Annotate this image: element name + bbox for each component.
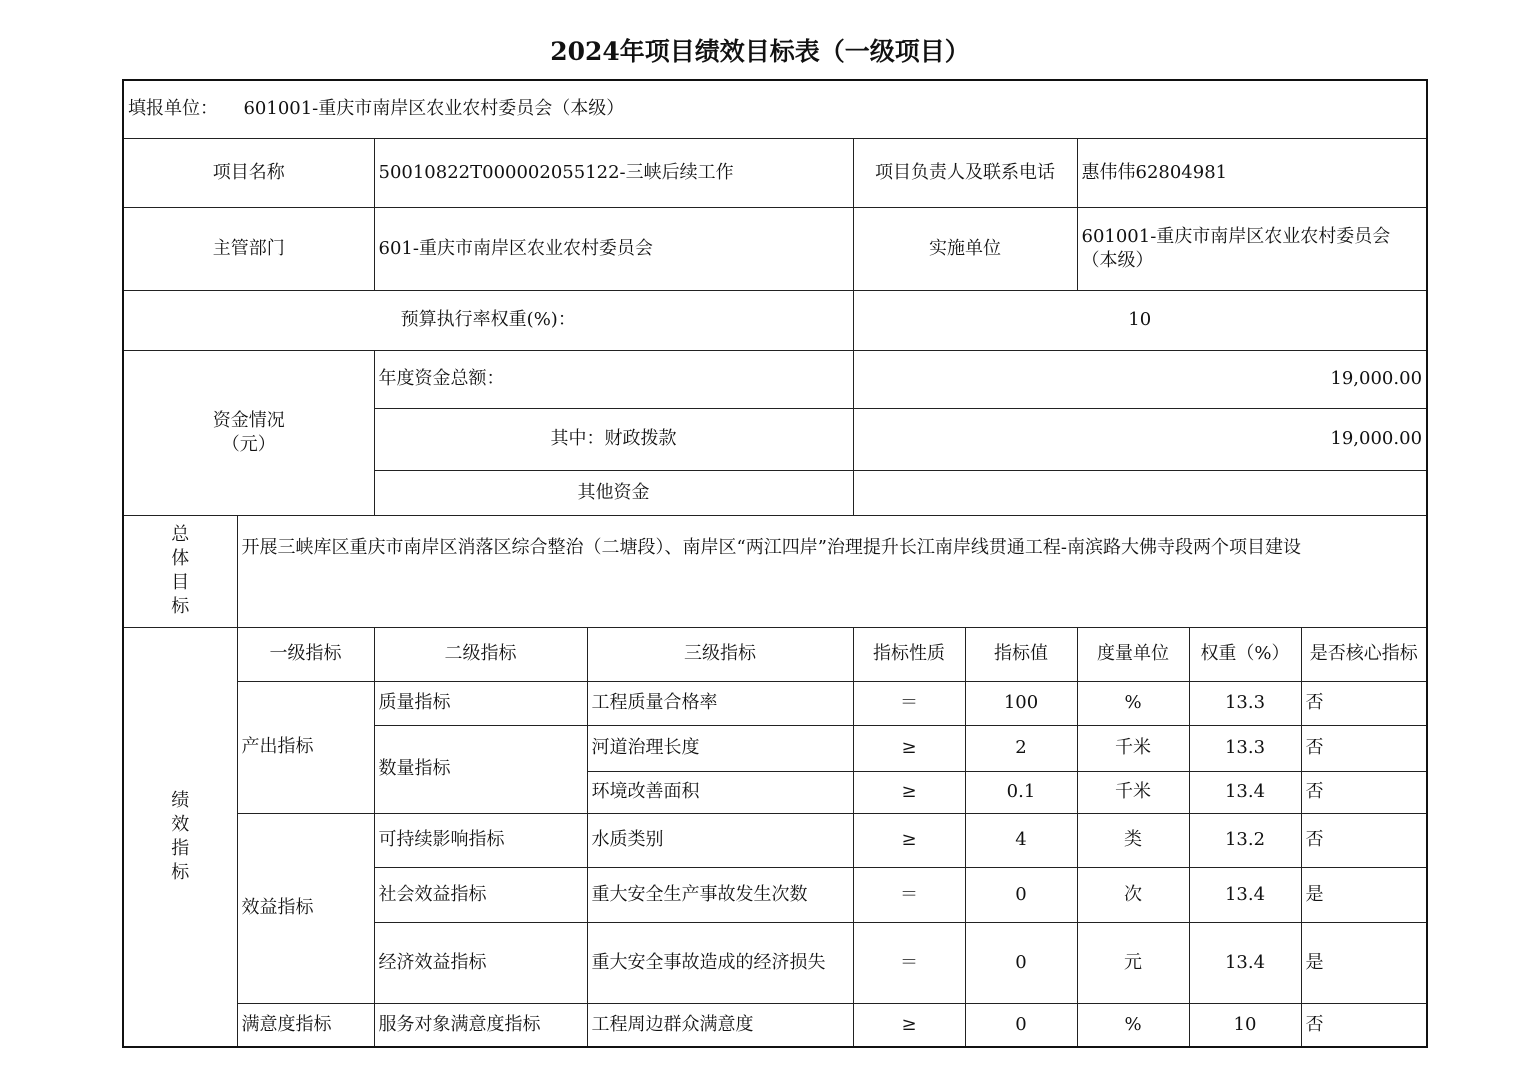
sub-quantity: 数量指标	[374, 725, 587, 813]
unit: 类	[1077, 813, 1189, 867]
header-level2: 二级指标	[374, 627, 587, 681]
budget-weight-row	[123, 290, 1427, 350]
header-level1: 一级指标	[237, 627, 374, 681]
core-flag: 否	[1301, 681, 1427, 725]
third-indicator: 工程质量合格率	[587, 681, 853, 725]
unit: %	[1077, 681, 1189, 725]
funds-fiscal-value: 19,000.00	[853, 408, 1427, 470]
overall-goal-label-char: 总	[171, 524, 190, 545]
core-flag: 否	[1301, 813, 1427, 867]
header-nature: 指标性质	[853, 627, 965, 681]
department-label: 主管部门	[123, 207, 374, 290]
indicator-value: 0.1	[965, 771, 1077, 813]
project-owner-label: 项目负责人及联系电话	[853, 138, 1077, 207]
unit: 千米	[1077, 771, 1189, 813]
budget-weight-label	[123, 290, 853, 350]
weight: 13.3	[1189, 681, 1301, 725]
third-indicator: 重大安全事故造成的经济损失	[587, 922, 853, 1003]
indicator-value: 100	[965, 681, 1077, 725]
funds-other-value	[853, 470, 1427, 515]
indicators-label-char: 绩	[171, 789, 190, 811]
indicator-value: 4	[965, 813, 1077, 867]
indicators-label-char: 指	[171, 837, 190, 859]
header-weight: 权重（%）	[1189, 627, 1301, 681]
filler-label: 填报单位：	[128, 98, 218, 120]
group-satisfaction: 满意度指标	[237, 1003, 374, 1047]
nature: ≥	[853, 771, 965, 813]
sub-service: 服务对象满意度指标	[374, 1003, 587, 1047]
core-flag: 否	[1301, 725, 1427, 771]
table-row	[123, 681, 1427, 725]
overall-goal-label-char: 目	[171, 572, 190, 593]
header-value: 指标值	[965, 627, 1077, 681]
budget-weight-value: 10	[853, 290, 1427, 350]
overall-goal-label-char: 标	[171, 596, 190, 617]
indicators-label-char: 标	[171, 861, 190, 883]
weight: 13.3	[1189, 725, 1301, 771]
filler-cell	[123, 80, 1427, 138]
third-indicator: 工程周边群众满意度	[587, 1003, 853, 1047]
indicators-label	[123, 627, 237, 1047]
unit: 千米	[1077, 725, 1189, 771]
nature: ＝	[853, 922, 965, 1003]
unit: 元	[1077, 922, 1189, 1003]
funds-label-line1: 资金情况	[212, 409, 285, 431]
third-indicator: 河道治理长度	[587, 725, 853, 771]
table-row	[123, 813, 1427, 867]
third-indicator: 环境改善面积	[587, 771, 853, 813]
sub-quality: 质量指标	[374, 681, 587, 725]
nature: ≥	[853, 1003, 965, 1047]
implementing-unit-label: 实施单位	[853, 207, 1077, 290]
unit: %	[1077, 1003, 1189, 1047]
header-unit: 度量单位	[1077, 627, 1189, 681]
project-owner-value: 惠伟伟62804981	[1077, 138, 1427, 207]
funds-label-line2: （元）	[221, 433, 276, 455]
department-row	[123, 207, 1427, 290]
funds-total-value: 19,000.00	[853, 350, 1427, 408]
funds-fiscal-label: 其中：财政拨款	[374, 408, 853, 470]
page-title: 2024年项目绩效目标表（一级项目）	[550, 37, 970, 66]
weight: 13.4	[1189, 867, 1301, 922]
filler-value: 601001-重庆市南岸区农业农村委员会（本级）	[243, 98, 625, 120]
funds-total-label: 年度资金总额：	[374, 350, 853, 408]
indicators-header-row	[123, 627, 1427, 681]
department-value: 601-重庆市南岸区农业农村委员会	[374, 207, 853, 290]
sub-social: 社会效益指标	[374, 867, 587, 922]
core-flag: 是	[1301, 867, 1427, 922]
sub-economic: 经济效益指标	[374, 922, 587, 1003]
implementing-unit-value: 601001-重庆市南岸区农业农村委员会（本级）	[1077, 207, 1427, 290]
group-output: 产出指标	[237, 681, 374, 813]
header-core: 是否核心指标	[1301, 627, 1427, 681]
weight: 13.4	[1189, 771, 1301, 813]
nature: ＝	[853, 867, 965, 922]
overall-goal-label	[123, 515, 237, 627]
nature: ≥	[853, 813, 965, 867]
overall-goal-row	[123, 515, 1427, 627]
overall-goal-text: 开展三峡库区重庆市南岸区消落区综合整治（二塘段）、南岸区“两江四岸”治理提升长江南岸线贯通工程-南滨路大佛寺段两个项目建设	[237, 515, 1427, 627]
indicator-value: 0	[965, 922, 1077, 1003]
unit: 次	[1077, 867, 1189, 922]
filler-row	[123, 80, 1427, 138]
weight: 13.2	[1189, 813, 1301, 867]
funds-label	[123, 350, 374, 515]
overall-goal-label-char: 体	[171, 548, 190, 569]
header-level3: 三级指标	[587, 627, 853, 681]
weight: 13.4	[1189, 922, 1301, 1003]
budget-weight-label-text: 预算执行率权重(%)：	[400, 309, 576, 330]
project-name-value: 50010822T000002055122-三峡后续工作	[374, 138, 853, 207]
core-flag: 否	[1301, 1003, 1427, 1047]
third-indicator: 重大安全生产事故发生次数	[587, 867, 853, 922]
funds-total-row	[123, 350, 1427, 408]
indicator-value: 0	[965, 867, 1077, 922]
indicators-label-char: 效	[171, 813, 190, 835]
performance-table	[122, 79, 1428, 1048]
table-row	[123, 1003, 1427, 1047]
project-name-row	[123, 138, 1427, 207]
funds-other-label: 其他资金	[374, 470, 853, 515]
group-benefit: 效益指标	[237, 813, 374, 1003]
weight: 10	[1189, 1003, 1301, 1047]
third-indicator: 水质类别	[587, 813, 853, 867]
indicator-value: 0	[965, 1003, 1077, 1047]
core-flag: 否	[1301, 771, 1427, 813]
nature: ≥	[853, 725, 965, 771]
project-name-label: 项目名称	[123, 138, 374, 207]
indicator-value: 2	[965, 725, 1077, 771]
nature: ＝	[853, 681, 965, 725]
core-flag: 是	[1301, 922, 1427, 1003]
sub-sustain: 可持续影响指标	[374, 813, 587, 867]
